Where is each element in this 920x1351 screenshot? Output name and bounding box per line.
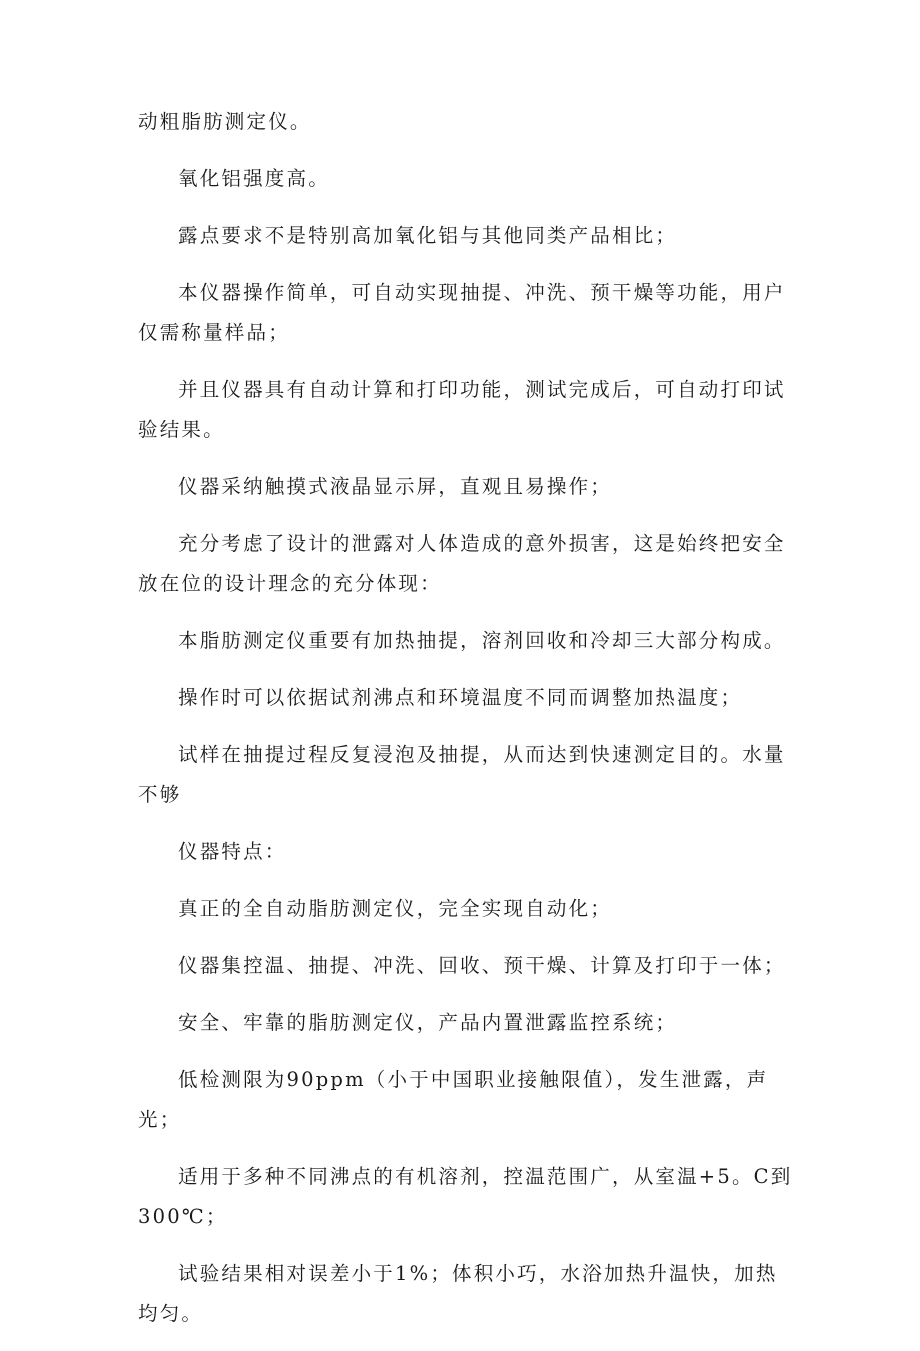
paragraph-1: 动粗脂肪测定仪。 [138, 110, 312, 133]
paragraph-2: 氧化铝强度高。 [178, 167, 330, 190]
paragraph-16: 适用于多种不同沸点的有机溶剂，控温范围广，从室温+5。C到300℃； [138, 1165, 793, 1228]
paragraph-9: 操作时可以依据试剂沸点和环境温度不同而调整加热温度； [178, 686, 743, 709]
paragraph-13: 仪器集控温、抽提、冲洗、回收、预干燥、计算及打印于一体； [178, 954, 786, 977]
paragraph-4: 本仪器操作简单，可自动实现抽提、冲洗、预干燥等功能，用户仅需称量样品； [138, 281, 786, 344]
paragraph-15: 低检测限为90ppm（小于中国职业接触限值），发生泄露，声光； [138, 1068, 769, 1131]
paragraph-7: 充分考虑了设计的泄露对人体造成的意外损害，这是始终把安全放在位的设计理念的充分体现： [138, 532, 786, 595]
paragraph-14: 安全、牢靠的脂肪测定仪，产品内置泄露监控系统； [178, 1011, 678, 1034]
document-body [138, 102, 798, 1351]
paragraph-6: 仪器采纳触摸式液晶显示屏，直观且易操作； [178, 475, 613, 498]
paragraph-12: 真正的全自动脂肪测定仪，完全实现自动化； [178, 897, 613, 920]
paragraph-3: 露点要求不是特别高加氧化铝与其他同类产品相比； [178, 224, 678, 247]
paragraph-10: 试样在抽提过程反复浸泡及抽提，从而达到快速测定目的。水量不够 [138, 743, 786, 806]
paragraph-11: 仪器特点： [178, 840, 287, 863]
paragraph-8: 本脂肪测定仪重要有加热抽提，溶剂回收和冷却三大部分构成。 [178, 629, 786, 652]
paragraph-17: 试验结果相对误差小于1%；体积小巧，水浴加热升温快，加热均匀。 [138, 1262, 778, 1325]
paragraph-5: 并且仪器具有自动计算和打印功能，测试完成后，可自动打印试验结果。 [138, 378, 786, 441]
